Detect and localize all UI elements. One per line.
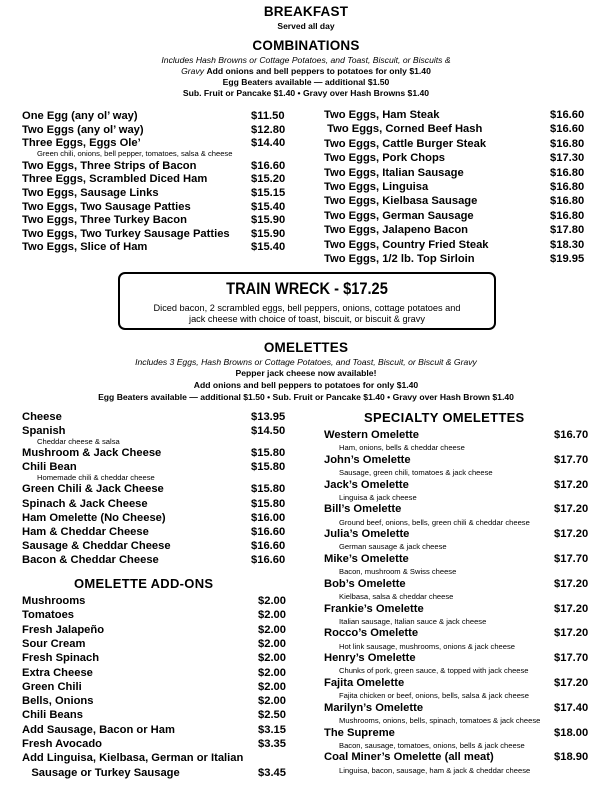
item-name: Fresh Jalapeño [22,623,105,636]
item-price: $16.60 [550,123,585,136]
addon-item [22,608,297,622]
item-price: $17.70 [554,652,589,665]
item-name: Bells, Onions [22,695,94,708]
item-price: $19.95 [550,253,585,265]
menu-item [324,194,594,208]
item-description: Linguisa, bacon, sausage, ham & jack & cheddar cheese [339,765,531,775]
item-price: $16.80 [550,137,585,150]
omelettes-note-1: Includes 3 Eggs, Hash Browns or Cottage Potatoes, and Toast, Biscuit, or Biscuit & Gravy [135,357,477,367]
item-name: Cheese [22,411,62,423]
item-name: Green Chili [22,680,82,693]
item-price: $12.80 [251,123,286,136]
item-name: Two Eggs, Italian Sausage [324,166,464,179]
addon-item [22,751,297,765]
specialty-item [324,453,594,467]
train-wreck-box [118,272,496,330]
item-description: Cheddar cheese & salsa [37,437,120,447]
item-name: Spanish [22,425,66,438]
item-name: Jack’s Omelette [324,478,409,491]
menu-item [22,240,297,254]
item-name: Add Linguisa, Kielbasa, German or Italian [22,752,244,765]
item-price: $16.80 [550,195,585,208]
addon-item [22,651,297,665]
item-price: $17.20 [554,677,589,689]
item-name: Two Eggs, Three Turkey Bacon [22,214,187,227]
item-name: Sour Cream [22,637,86,650]
omelette-item [22,482,297,496]
menu-item [324,223,594,237]
item-price: $18.30 [550,238,585,251]
specialty-item [324,726,594,740]
item-name: Two Eggs, 1/2 lb. Top Sirloin [324,253,475,265]
specialty-item [324,750,594,764]
item-name: Fajita Omelette [324,677,405,689]
menu-item [324,252,594,266]
item-name: Two Eggs, Kielbasa Sausage [324,195,478,208]
item-price: $17.30 [550,152,585,165]
addon-item [22,666,297,680]
specialty-item [324,676,594,690]
item-name: Ham & Cheddar Cheese [22,525,149,538]
item-price: $15.20 [251,173,286,186]
item-name: Ham Omelette (No Cheese) [22,511,166,524]
menu-item [324,137,594,151]
item-price: $15.80 [251,447,286,460]
omelette-item [22,511,297,525]
item-name: Tomatoes [22,609,75,622]
omelette-item [22,424,297,438]
item-name: Mushroom & Jack Cheese [22,447,162,460]
item-name: Sausage & Cheddar Cheese [22,539,171,552]
specialty-item [324,552,594,566]
item-description: Linguisa & jack cheese [339,492,417,502]
page-subtitle: Served all day [277,21,335,31]
item-name: Bill’s Omelette [324,503,402,516]
item-price: $17.40 [554,701,589,714]
item-price: $17.20 [554,577,589,590]
item-price: $15.40 [251,241,286,254]
item-name: Fresh Avocado [22,738,102,750]
item-name: Chili Bean [22,461,77,474]
item-name: One Egg (any ol’ way) [22,110,138,122]
menu-item [324,180,594,194]
item-price: $15.80 [251,483,286,496]
item-price: $2.00 [258,609,286,622]
item-price: $16.70 [554,429,589,441]
item-price: $13.95 [251,411,286,423]
menu-item [324,108,594,122]
item-description: Kielbasa, salsa & cheddar cheese [339,592,454,601]
menu-item [22,213,297,227]
item-price: $16.60 [251,159,286,172]
item-name: Western Omelette [324,429,419,441]
menu-item [22,123,297,137]
item-price: $15.90 [251,227,286,240]
item-name: Fresh Spinach [22,652,100,665]
item-price: $16.80 [550,166,585,179]
item-name: Add Sausage, Bacon or Ham [22,723,175,736]
item-name: Henry’s Omelette [324,652,416,665]
item-description: Fajita chicken or beef, onions, bells, salsa & jack cheese [339,691,529,701]
item-name: John’s Omelette [324,453,411,466]
item-price: $16.00 [251,511,286,524]
specialty-item [324,502,594,516]
combinations-note-1: Includes Hash Browns or Cottage Potatoes, and Toast, Biscuit, or Biscuits & [161,55,451,65]
item-price: $16.80 [550,181,585,193]
addon-item [22,766,297,780]
item-price: $18.00 [554,726,589,739]
item-description: Sausage, green chili, tomatoes & jack cheese [339,468,493,477]
item-name: Green Chili & Jack Cheese [22,483,164,496]
omelette-item [22,410,297,424]
item-name: Two Eggs, Corned Beef Hash [324,123,483,136]
item-price: $14.50 [251,425,286,438]
menu-item [22,227,297,241]
item-description: Chunks of pork, green sauce, & topped with jack cheese [339,666,529,676]
item-price: $17.70 [554,453,589,466]
addon-item [22,723,297,737]
item-price: $18.90 [554,751,589,764]
menu-item [324,122,594,136]
item-name: Two Eggs, Sausage Links [22,187,159,199]
item-price: $16.60 [550,109,585,121]
addon-item [22,694,297,708]
item-price: $15.90 [251,214,286,227]
item-price: $15.40 [251,200,286,213]
item-price: $16.60 [251,553,286,566]
item-name: Extra Cheese [22,666,93,679]
item-name: Chili Beans [22,709,83,722]
train-wreck-description: Diced bacon, 2 scrambled eggs, bell peppers, onions, cottage potatoes and jack cheese with choice of toast, biscuit, or biscuit & gravy [153,303,461,324]
item-name: Bob’s Omelette [324,577,406,590]
item-name: Mushrooms [22,595,86,607]
item-price: $14.40 [251,137,286,150]
item-description: Ground beef, onions, bells, green chili & cheddar cheese [339,517,530,527]
item-price: $3.45 [258,766,286,779]
item-price: $3.35 [258,738,286,750]
item-description: German sausage & jack cheese [339,542,447,552]
item-description: Bacon, sausage, tomatoes, onions, bells & jack cheese [339,740,525,750]
addon-item [22,737,297,751]
item-description: Homemade chili & cheddar cheese [37,473,155,483]
omelette-item [22,525,297,539]
item-description: Ham, onions, bells & cheddar cheese [339,443,465,453]
item-name: Mike’s Omelette [324,553,409,565]
item-name: Two Eggs, Two Sausage Patties [22,200,191,213]
specialty-item [324,428,594,442]
menu-item [22,159,297,173]
item-name: Two Eggs (any ol’ way) [22,123,144,136]
item-price: $17.20 [554,627,589,640]
item-name: Julia’s Omelette [324,528,410,541]
omelette-item [22,497,297,511]
item-price: $17.20 [554,503,589,516]
item-price: $2.00 [258,666,286,679]
specialty-item [324,626,594,640]
addon-item [22,680,297,694]
item-name: Two Eggs, Three Strips of Bacon [22,159,197,172]
specialty-item [324,651,594,665]
omelettes-note-4: Egg Beaters available — additional $1.50 • Sub. Fruit or Pancake $1.40 • Gravy over Hash Brown $1.40 [98,392,514,402]
item-name: Two Eggs, Linguisa [324,181,429,193]
item-price: $16.80 [550,209,585,222]
item-name: Three Eggs, Eggs Ole’ [22,137,141,150]
item-name: The Supreme [324,726,395,739]
addon-item [22,594,297,608]
item-name: Spinach & Jack Cheese [22,497,148,510]
omelettes-note-3: Add onions and bell peppers to potatoes for only $1.40 [193,380,419,390]
item-name: Two Eggs, Country Fried Steak [324,238,489,251]
item-price: $17.80 [550,224,585,237]
item-name: Two Eggs, Ham Steak [324,109,440,121]
specialty-item [324,602,594,616]
item-price: $2.50 [258,709,286,722]
item-price: $16.60 [251,525,286,538]
item-name: Three Eggs, Scrambled Diced Ham [22,173,208,186]
item-price: $2.00 [258,652,286,665]
omelette-item [22,539,297,553]
item-name: Frankie’s Omelette [324,602,424,615]
menu-item [22,200,297,214]
item-name: Two Eggs, Slice of Ham [22,241,148,254]
item-name: Bacon & Cheddar Cheese [22,553,159,566]
item-price: $17.20 [554,528,589,541]
specialty-item [324,701,594,715]
item-description: Bacon, mushroom & Swiss cheese [339,567,457,577]
combinations-note-2: Gravy Add onions and bell peppers to potatoes for only $1.40 [181,66,431,76]
item-name: Two Eggs, German Sausage [324,209,474,222]
item-price: $2.00 [258,623,286,636]
menu-item [324,151,594,165]
menu-item [324,238,594,252]
addons-title: OMELETTE ADD-ONS [74,576,214,591]
item-name: Coal Miner’s Omelette (all meat) [324,751,494,764]
omelette-item [22,553,297,567]
omelettes-title: OMELETTES [263,340,349,355]
omelette-item [22,460,297,474]
addon-item [22,708,297,722]
item-name: Two Eggs, Jalapeno Bacon [324,224,469,237]
item-name: Sausage or Turkey Sausage [22,766,180,779]
specialty-title: SPECIALTY OMELETTES [364,410,525,425]
item-price: $15.80 [251,497,286,510]
item-name: Two Eggs, Pork Chops [324,152,445,165]
page-title: BREAKFAST [263,4,349,19]
addon-item [22,623,297,637]
item-price: $17.70 [554,553,589,565]
item-name: Two Eggs, Two Turkey Sausage Patties [22,227,230,240]
addon-item [22,637,297,651]
combinations-note-4: Sub. Fruit or Pancake $1.40 • Gravy over Hash Browns $1.40 [182,88,430,98]
menu-item [22,186,297,200]
item-price: $15.15 [251,187,286,199]
item-name: Rocco’s Omelette [324,627,419,640]
item-name: Two Eggs, Cattle Burger Steak [324,137,487,150]
item-price: $17.20 [554,602,589,615]
item-description: Mushrooms, onions, bells, spinach, tomatoes & jack cheese [339,716,541,725]
train-wreck-title: TRAIN WRECK - $17.25 [226,279,388,298]
item-price: $15.80 [251,461,286,474]
item-name: Marilyn’s Omelette [324,701,424,714]
item-price: $2.00 [258,595,286,607]
combinations-title: COMBINATIONS [252,38,360,53]
item-price: $2.00 [258,680,286,693]
specialty-item [324,577,594,591]
combinations-note-3: Egg Beaters available — additional $1.50 [222,77,390,87]
menu-item [324,166,594,180]
menu-item [324,209,594,223]
specialty-item [324,478,594,492]
item-description: Italian sausage, Italian sauce & jack cheese [339,616,487,626]
item-price: $11.50 [251,110,285,122]
item-price: $16.60 [251,539,286,552]
menu-item [22,109,297,123]
item-description: Green chili, onions, bell pepper, tomatoes, salsa & cheese [37,148,233,158]
item-price: $2.00 [258,695,286,708]
specialty-item [324,527,594,541]
item-price: $2.00 [258,637,286,650]
item-price: $3.15 [258,723,286,736]
menu-item [22,172,297,186]
omelettes-note-2: Pepper jack cheese now available! [235,368,377,378]
omelette-item [22,446,297,460]
item-description: Hot link sausage, mushrooms, onions & jack cheese [339,641,516,651]
item-price: $17.20 [554,478,589,491]
